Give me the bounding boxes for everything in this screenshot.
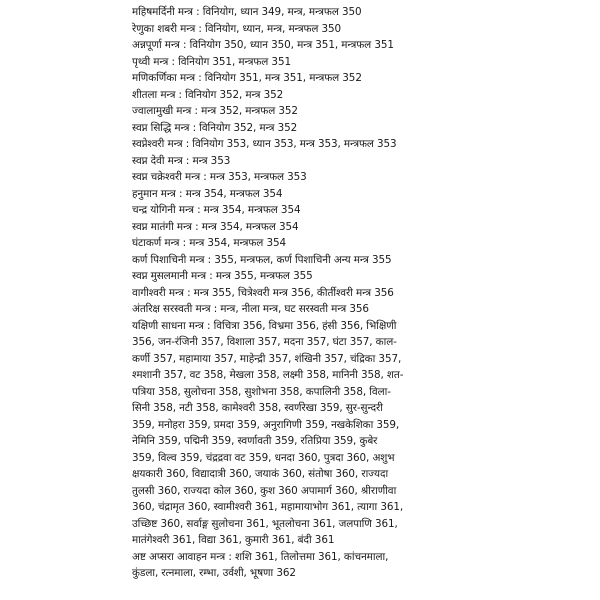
index-line: स्वप्न देवी मन्त्र : मन्त्र 353 — [132, 154, 231, 167]
index-line: शीतला मन्त्र : विनियोग 352, मन्त्र 352 — [132, 88, 284, 101]
index-line: चन्द्र योगिनी मन्त्र : मन्त्र 354, मन्त्रफल 354 — [132, 204, 301, 216]
index-line: घंटाकर्ण मन्त्र : मन्त्र 354, मन्त्रफल 354 — [132, 237, 286, 249]
index-line: सिनी 358, नटी 358, कामेश्वरी 358, स्वर्णरेखा 359, सुर-सुन्दरी — [132, 402, 383, 414]
index-line: यक्षिणी साधना मन्त्र : विचित्रा 356, विभ्रमा 356, हंसी 356, भिक्षिणी — [132, 319, 397, 332]
index-line: 360, चंद्रामृत 360, स्वामीश्वरी 361, महामायाभोग 361, त्यागा 361, — [132, 501, 404, 513]
index-text-block — [132, 4, 452, 582]
index-line: महिषमर्दिनी मन्त्र : विनियोग, ध्यान 349, मन्त्र, मन्त्रफल 350 — [132, 6, 362, 18]
index-line: स्वप्न चक्रेश्वरी मन्त्र : मन्त्र 353, मन्त्रफल 353 — [132, 171, 307, 183]
index-line: कुंडला, रत्नमाला, रम्भा, उर्वशी, भूषणा 362 — [132, 567, 296, 579]
index-line: अन्नपूर्णा मन्त्र : विनियोग 350, ध्यान 350, मन्त्र 351, मन्त्रफल 351 — [132, 39, 394, 51]
index-line: 359, विल्व 359, चंद्रद्रवा वट 359, धनदा 360, पुत्रदा 360, अशुभ — [132, 451, 395, 464]
index-line: तुलसी 360, राज्यदा कोल 360, कुश 360 अपामार्ग 360, श्रीराणीवा — [132, 484, 397, 497]
index-line: कर्णी 357, महामाया 357, माहेन्द्री 357, शंखिनी 357, चंद्रिका 357, — [132, 352, 402, 365]
index-line: स्वप्नेश्वरी मन्त्र : विनियोग 353, ध्यान 353, मन्त्र 353, मन्त्रफल 353 — [132, 138, 397, 150]
index-line: स्वप्न सिद्धि मन्त्र : विनियोग 352, मन्त्र 352 — [132, 121, 298, 134]
index-line: पत्रिया 358, सुलोचना 358, सुशोभना 358, कपालिनी 358, विला- — [132, 385, 391, 398]
index-line: 359, मनोहरा 359, प्रमदा 359, अनुरागिणी 359, नखकेशिका 359, — [132, 418, 400, 431]
index-line: क्षयकारी 360, विद्यादात्री 360, जयाकं 360, संतोषा 360, राज्यदा — [132, 468, 389, 480]
index-line: नेमिनि 359, पद्मिनी 359, स्वर्णावती 359, रतिप्रिया 359, कुबेर — [132, 435, 378, 447]
index-line: मणिकर्णिका मन्त्र : विनियोग 351, मन्त्र 351, मन्त्रफल 352 — [132, 72, 362, 84]
index-line: स्वप्न मुसलमानी मन्त्र : मन्त्र 355, मन्त्रफल 355 — [132, 270, 313, 282]
index-line: कर्ण पिशाचिनी मन्त्र : 355, मन्त्रफल, कर्ण पिशाचिनी अन्य मन्त्र 355 — [132, 253, 392, 266]
index-line: अष्ट अप्सरा आवाहन मन्त्र : शशि 361, तिलोत्तमा 361, कांचनमाला, — [132, 550, 389, 563]
index-line: ज्वालामुखी मन्त्र : मन्त्र 352, मन्त्रफल 352 — [132, 105, 298, 117]
index-line: श्मशानी 357, वट 358, मेखला 358, लक्ष्मी 358, मानिनी 358, शत- — [132, 369, 404, 381]
index-line: पृथ्वी मन्त्र : विनियोग 351, मन्त्रफल 351 — [132, 55, 291, 68]
index-line: मातंगेश्वरी 361, विद्या 361, कुमारी 361, बंदी 361 — [132, 534, 335, 546]
index-line: वागीश्वरी मन्त्र : मन्त्र 355, चित्रेश्वरी मन्त्र 356, कीर्तीश्वरी मन्त्र 356 — [132, 286, 394, 299]
index-line: हनुमान मन्त्र : मन्त्र 354, मन्त्रफल 354 — [132, 187, 283, 200]
index-line: अंतरिक्ष सरस्वती मन्त्र : मन्त्र, नीला मन्त्र, घट सरस्वती मन्त्र 356 — [132, 303, 369, 315]
index-line: रेणुका शबरी मन्त्र : विनियोग, ध्यान, मन्त्र, मन्त्रफल 350 — [132, 22, 342, 35]
index-line: उच्छिष्ट 360, सर्वाङ्ग सुलोचना 361, भूतलोचना 361, जलपाणि 361, — [132, 517, 398, 530]
index-line: 356, जन-रंजिनी 357, विशाला 357, मदना 357, घंटा 357, काल- — [132, 336, 397, 348]
index-line: स्वप्न मातंगी मन्त्र : मन्त्र 354, मन्त्रफल 354 — [132, 220, 299, 233]
